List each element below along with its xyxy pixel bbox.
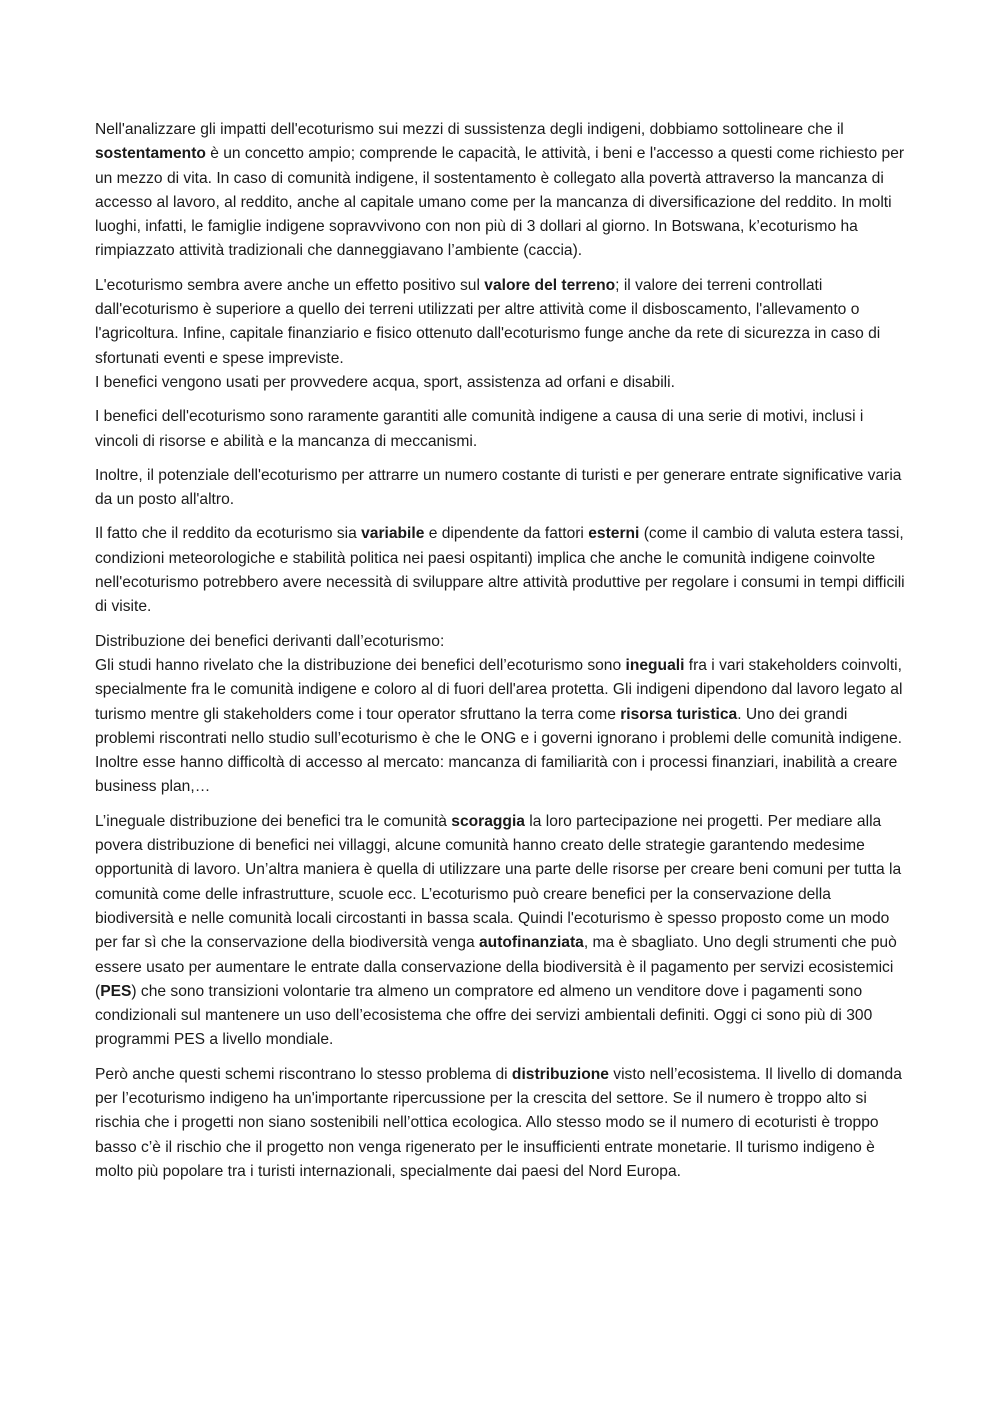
- bold-term: autofinanziata: [479, 934, 584, 952]
- paragraph: [95, 118, 910, 264]
- text-run: Nell'analizzare gli impatti dell'ecoturismo sui mezzi di sussistenza degli indigeni, dobbiamo sottolineare che il: [95, 121, 844, 138]
- bold-term: risorsa turistica: [620, 705, 738, 723]
- bold-term: distribuzione: [511, 1065, 609, 1083]
- bold-term: ineguali: [625, 656, 685, 674]
- text-run: fra i vari stakeholders coinvolti, specialmente fra le comunità indigene e coloro al di fuori dell'area protetta. Gli indigeni dipendono dal lavoro legato al turismo mentre gli stakeholders come i tour operator sfruttano la terra come: [95, 656, 903, 723]
- text-run: Il fatto che il reddito da ecoturismo sia: [95, 525, 362, 543]
- paragraph: [95, 810, 910, 1053]
- bold-term: valore del terreno: [484, 276, 616, 294]
- paragraph: [95, 654, 910, 800]
- text-run: Inoltre, il potenziale dell'ecoturismo per attrarre un numero costante di turisti e per generare entrate significative varia da un posto all'altro.: [95, 466, 902, 509]
- text-run: L'ecoturismo sembra avere anche un effetto positivo sul: [95, 276, 485, 294]
- bold-term: esterni: [588, 525, 640, 543]
- text-run: Distribuzione dei benefici derivanti dall’ecoturismo:: [95, 632, 445, 650]
- paragraph: [95, 464, 910, 513]
- text-run: I benefici vengono usati per provvedere acqua, sport, assistenza ad orfani e disabili.: [95, 373, 675, 391]
- document-page: [95, 118, 910, 1194]
- text-run: ; il valore dei terreni controllati dall'ecoturismo è superiore a quello dei terreni utilizzati per altre attività come il disboscamento, l'allevamento o l'agricoltura. Infine, capitale finanziario e fisico ottenuto dall'ecoturismo funge anche da rete di sicurezza in caso di sfortunati eventi e spese impreviste.: [95, 276, 881, 367]
- paragraph: [95, 1063, 910, 1184]
- paragraph: [95, 630, 910, 654]
- paragraph: [95, 371, 910, 395]
- bold-term: PES: [100, 982, 132, 1000]
- paragraph: [95, 405, 910, 454]
- text-run: è un concetto ampio; comprende le capacità, le attività, i beni e l'accesso a questi come richiesto per un mezzo di vita. In caso di comunità indigene, il sostentamento è collegato alla povertà attraverso la mancanza di accesso al lavoro, al reddito, anche al capitale umano come per la mancanza di diversificazione del reddito. In molti luoghi, infatti, le famiglie indigene sopravvivono con non più di 3 dollari al giorno. In Botswana, k’ecoturismo ha rimpiazzato attività tradizionali che danneggiavano l’ambiente (caccia).: [95, 145, 905, 260]
- bold-term: variabile: [361, 525, 425, 543]
- text-run: e dipendente da fattori: [424, 525, 589, 543]
- text-run: visto nell’ecosistema. Il livello di domanda per l’ecoturismo indigeno ha un'importante ripercussione per la crescita del settore. Se il numero è troppo alto si rischia che i progetti non siano sostenibili nell’ottica ecologica. Allo stesso modo se il numero di ecoturisti è troppo basso c’è il rischio che il progetto non venga rigenerato per le insufficienti entrate monetarie. Il turismo indigeno è molto più popolare tra i turisti internazionali, specialmente dai paesi del Nord Europa.: [95, 1065, 902, 1180]
- text-run: . Uno dei grandi problemi riscontrati nello studio sull’ecoturismo è che le ONG e i governi ignorano i problemi delle comunità indigene. Inoltre esse hanno difficoltà di accesso al mercato: mancanza di familiarità con i processi finanziari, inabilità a creare business plan,…: [95, 705, 902, 796]
- paragraph: [95, 274, 910, 371]
- text-run: (come il cambio di valuta estera tassi, condizioni meteorologiche e stabilità politica nei paesi ospitanti) implica che anche le comunità indigene coinvolte nell'ecoturismo potrebbero avere necessità di sviluppare altre attività produttive per regolare i consumi in tempi difficili di visite.: [95, 525, 905, 616]
- text-run: , ma è sbagliato. Uno degli strumenti che può essere usato per aumentare le entrate dalla conservazione della biodiversità è il pagamento per servizi ecosistemici (: [95, 934, 897, 1000]
- text-run: L’ineguale distribuzione dei benefici tra le comunità: [95, 812, 452, 830]
- text-run: Però anche questi schemi riscontrano lo stesso problema di: [95, 1065, 512, 1083]
- text-run: I benefici dell'ecoturismo sono raramente garantiti alle comunità indigene a causa di una serie di motivi, inclusi i vincoli di risorse e abilità e la mancanza di meccanismi.: [95, 408, 864, 450]
- text-run: ) che sono transizioni volontarie tra almeno un compratore ed almeno un venditore dove i pagamenti sono condizionali sul mantenere un uso dell’ecosistema che offre dei servizi ambientali definiti. Oggi ci sono più di 300 programmi PES a livello mondiale.: [95, 982, 873, 1049]
- paragraph: [95, 522, 910, 619]
- text-run: Gli studi hanno rivelato che la distribuzione dei benefici dell’ecoturismo sono: [95, 656, 626, 674]
- bold-term: sostentamento: [95, 145, 206, 163]
- bold-term: scoraggia: [451, 812, 525, 830]
- text-run: la loro partecipazione nei progetti. Per mediare alla povera distribuzione di benefici nei villaggi, alcune comunità hanno creato delle strategie garantendo medesime opportunità di lavoro. Un’altra maniera è quella di utilizzare una parte delle risorse per creare beni comuni per tutta la comunità come delle infrastrutture, scuole ecc. L’ecoturismo può creare benefici per la conservazione della biodiversità e nelle comunità locali circostanti in bassa scala. Quindi l'ecoturismo è spesso proposto come un modo per far sì che la conservazione della biodiversità venga: [95, 812, 902, 952]
